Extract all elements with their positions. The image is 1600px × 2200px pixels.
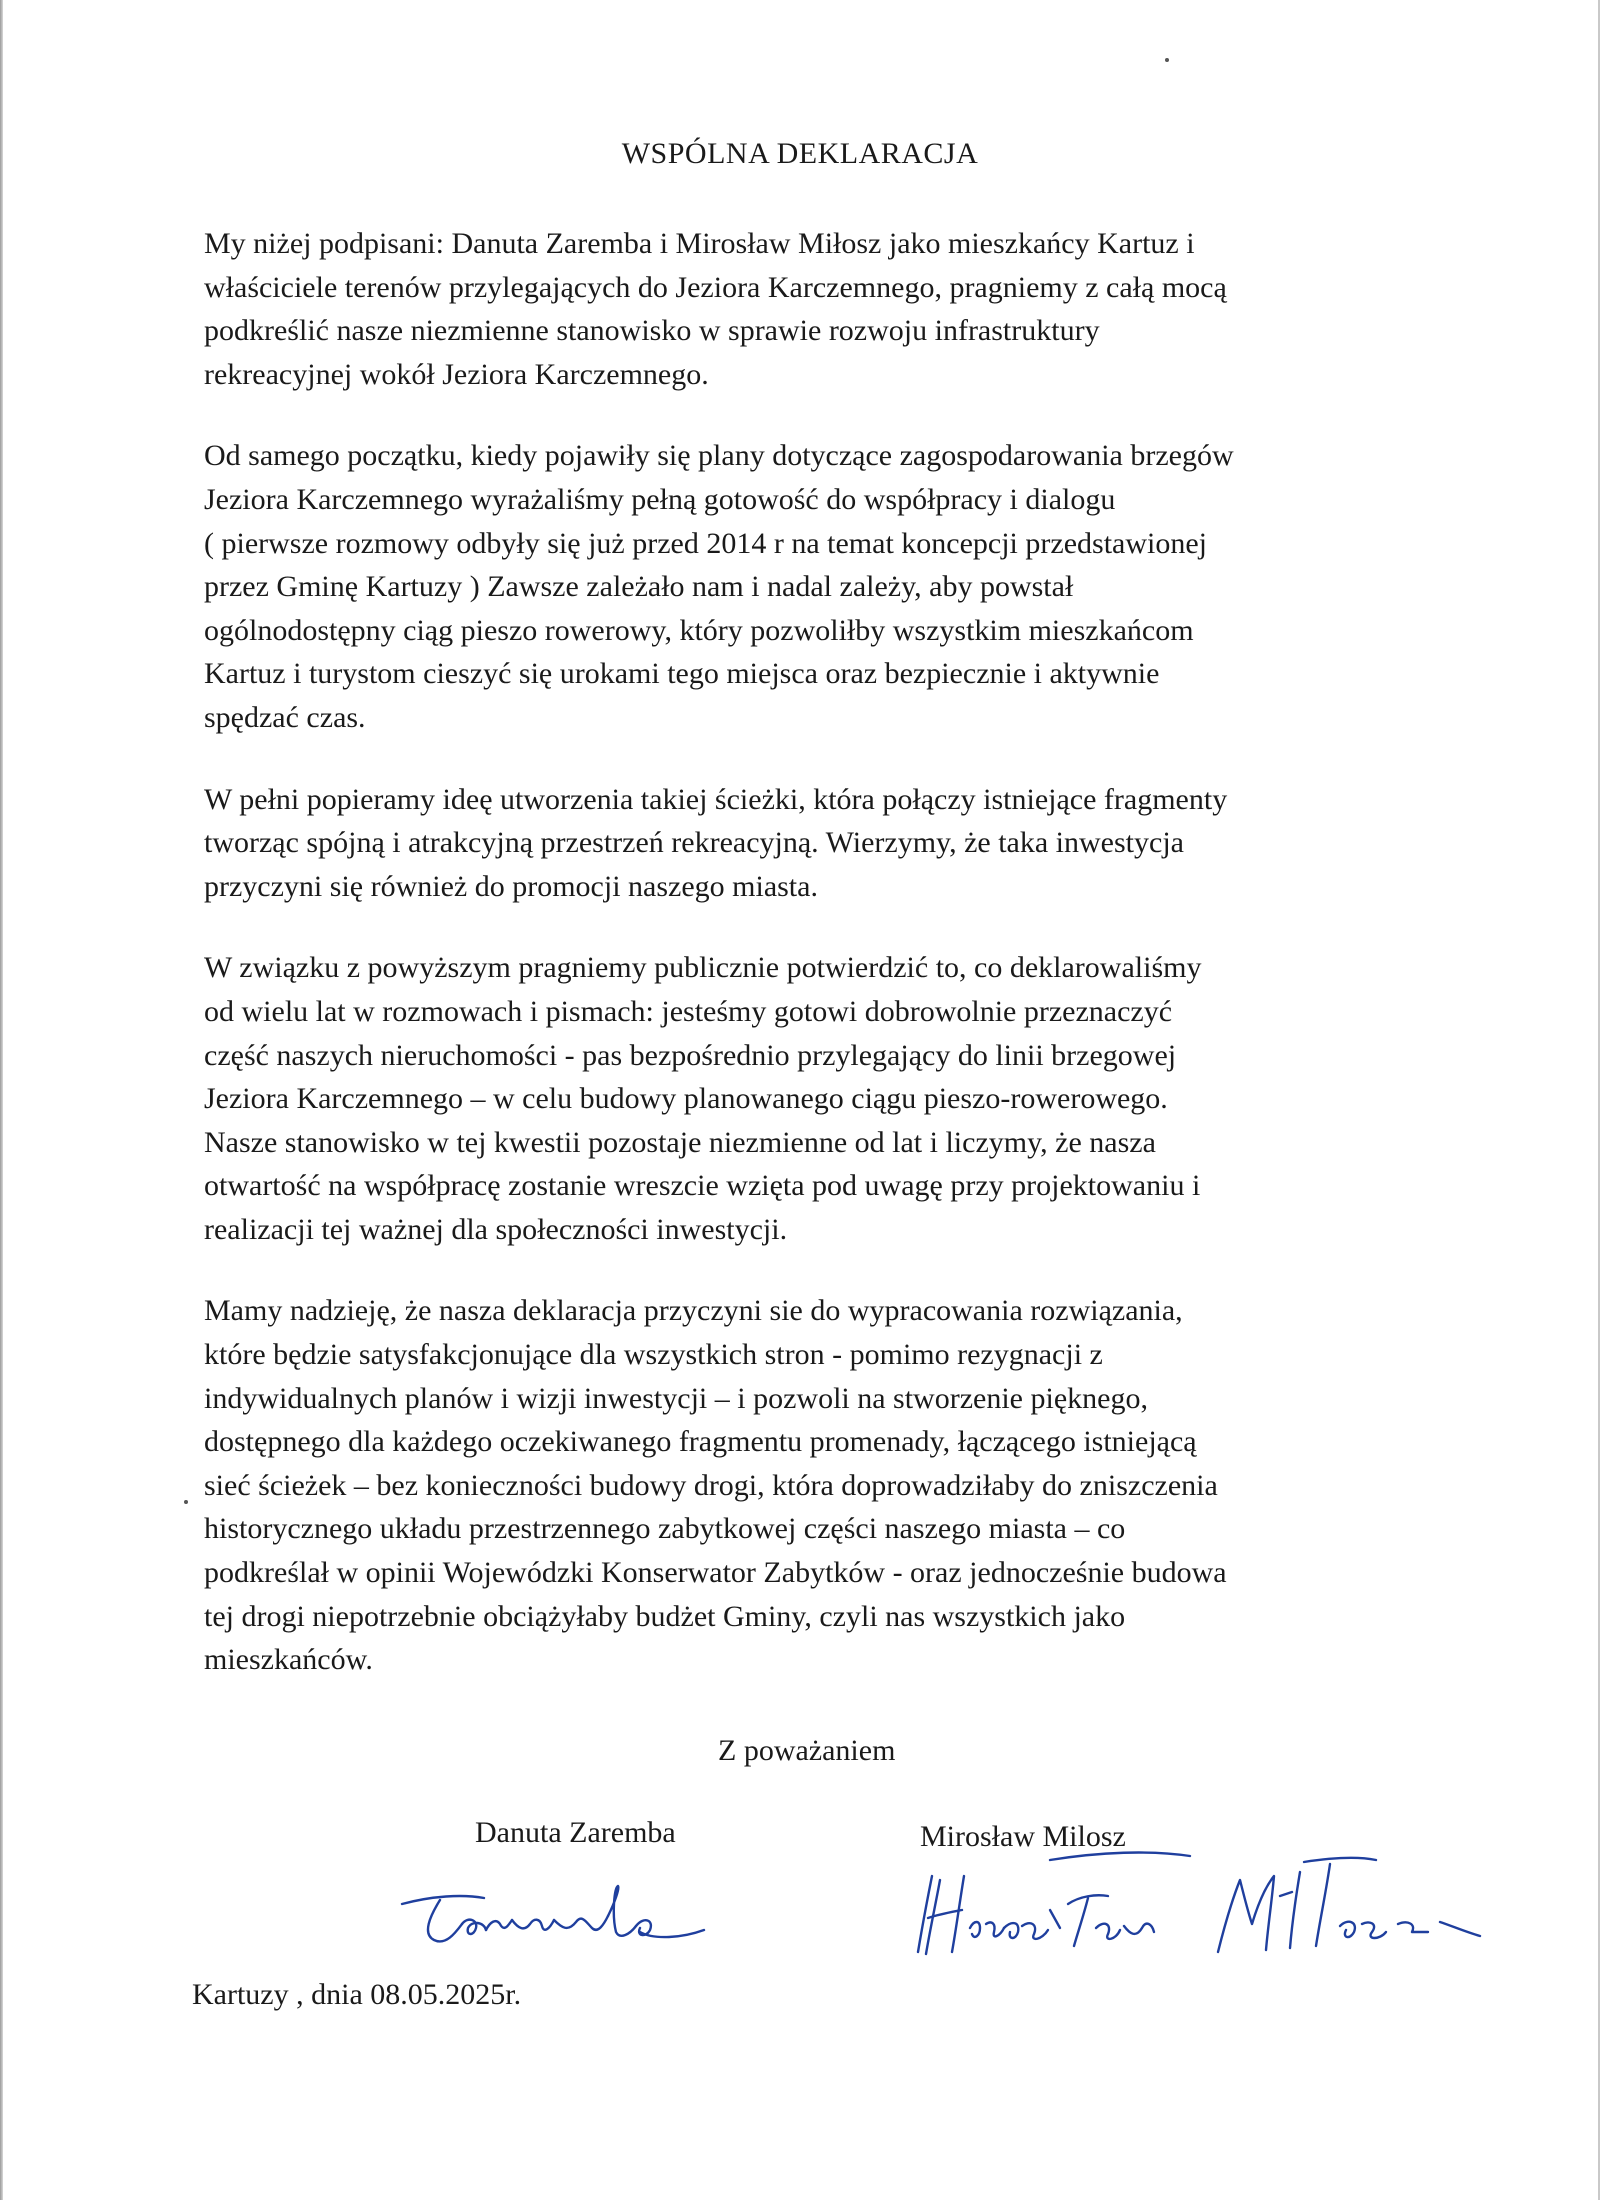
text-line: W związku z powyższym pragniemy publicznie potwierdzić to, co deklarowaliśmy [204, 951, 1202, 985]
scan-speck [1165, 58, 1169, 62]
scan-edge-left [0, 0, 3, 2200]
closing-salutation: Z poważaniem [718, 1734, 896, 1767]
text-line: rekreacyjnej wokół Jeziora Karczemnego. [204, 357, 709, 391]
paragraph [204, 946, 1504, 1251]
text-line: które będzie satysfakcjonujące dla wszystkich stron - pomimo rezygnacji z [204, 1338, 1103, 1372]
text-line: mieszkańców. [204, 1643, 373, 1677]
text-line: Jeziora Karczemnego wyrażaliśmy pełną gotowość do współpracy i dialogu [204, 482, 1116, 516]
paragraph [204, 1289, 1504, 1681]
text-line: ogólnodostępny ciąg pieszo rowerowy, który pozwoliłby wszystkim mieszkańcom [204, 613, 1194, 647]
text-line: otwartość na współpracę zostanie wreszcie wzięta pod uwagę przy projektowaniu i [204, 1169, 1201, 1203]
text-line: W pełni popieramy ideę utworzenia takiej ścieżki, która połączy istniejące fragmenty [204, 782, 1228, 816]
text-line: podkreślić nasze niezmienne stanowisko w sprawie rozwoju infrastruktury [204, 314, 1100, 348]
document-body [204, 222, 1504, 1720]
text-line: My niżej podpisani: Danuta Zaremba i Mirosław Miłosz jako mieszkańcy Kartuz i [204, 227, 1195, 260]
text-line: przez Gminę Kartuzy ) Zawsze zależało nam i nadal zależy, aby powstał [204, 570, 1074, 604]
signatory-name-left: Danuta Zaremba [475, 1816, 676, 1849]
text-line: przyczyni się również do promocji naszego miasta. [204, 869, 818, 903]
text-line: Kartuz i turystom cieszyć się urokami tego miejsca oraz bezpiecznie i aktywnie [204, 657, 1160, 691]
text-line: właściciele terenów przylegających do Jeziora Karczemnego, pragniemy z całą mocą [204, 270, 1227, 304]
paragraph [204, 222, 1504, 396]
text-line: tej drogi niepotrzebnie obciążyłaby budżet Gminy, czyli nas wszystkich jako [204, 1599, 1126, 1633]
paragraph [204, 434, 1504, 739]
text-line: Nasze stanowisko w tej kwestii pozostaje niezmienne od lat i liczymy, że nasza [204, 1125, 1156, 1159]
text-line: spędzać czas. [204, 700, 366, 734]
text-line: podkreślał w opinii Wojewódzki Konserwator Zabytków - oraz jednocześnie budowa [204, 1556, 1227, 1590]
scan-speck [184, 1500, 188, 1504]
signature-right [900, 1840, 1540, 1980]
document-title: WSPÓLNA DEKLARACJA [621, 137, 979, 170]
text-line: Od samego początku, kiedy pojawiły się plany dotyczące zagospodarowania brzegów [204, 439, 1234, 473]
signature-left [392, 1876, 712, 1966]
text-line: Jeziora Karczemnego – w celu budowy planowanego ciągu pieszo-rowerowego. [204, 1082, 1168, 1116]
text-line: sieć ścieżek – bez konieczności budowy drogi, która doprowadziłaby do zniszczenia [204, 1468, 1218, 1502]
text-line: tworząc spójną i atrakcyjną przestrzeń rekreacyjną. Wierzymy, że taka inwestycja [204, 826, 1184, 860]
text-line: realizacji tej ważnej dla społeczności inwestycji. [204, 1212, 788, 1246]
text-line: część naszych nieruchomości - pas bezpośrednio przylegający do linii brzegowej [204, 1038, 1177, 1072]
place-and-date: Kartuzy , dnia 08.05.2025r. [192, 1978, 522, 2011]
text-line: ( pierwsze rozmowy odbyły się już przed 2014 r na temat koncepcji przedstawionej [204, 526, 1207, 560]
text-line: Mamy nadzieję, że nasza deklaracja przyczyni sie do wypracowania rozwiązania, [204, 1294, 1183, 1328]
text-line: od wielu lat w rozmowach i pismach: jesteśmy gotowi dobrowolnie przeznaczyć [204, 994, 1173, 1028]
paragraph [204, 778, 1504, 909]
text-line: indywidualnych planów i wizji inwestycji – i pozwoli na stworzenie pięknego, [204, 1381, 1148, 1415]
text-line: dostępnego dla każdego oczekiwanego fragmentu promenady, łączącego istniejącą [204, 1425, 1197, 1459]
text-line: historycznego układu przestrzennego zabytkowej części naszego miasta – co [204, 1512, 1126, 1546]
signatory-name-right: Mirosław Milosz [920, 1820, 1126, 1853]
